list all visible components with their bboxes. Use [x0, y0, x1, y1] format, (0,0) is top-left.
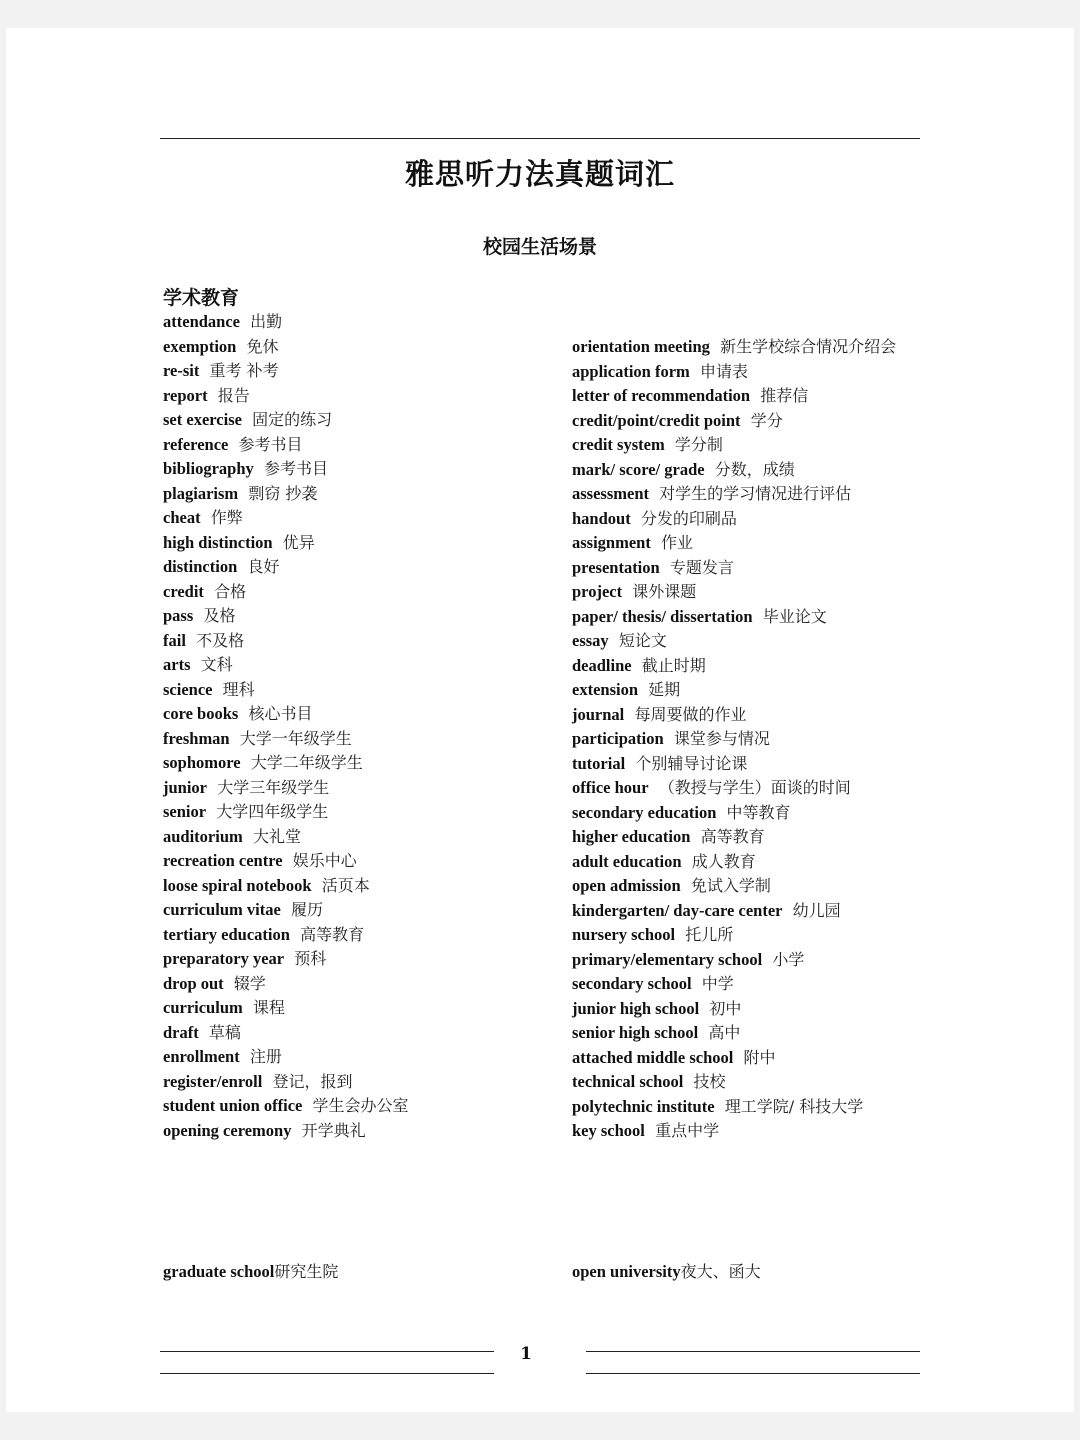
- vocab-entry: [572, 335, 912, 360]
- vocab-entry: [572, 1095, 912, 1120]
- vocab-entry: [163, 849, 543, 874]
- vocab-entry-bottom-left: [163, 1260, 338, 1284]
- entry-english: opening ceremony: [163, 1120, 292, 1140]
- entry-english: open university: [572, 1262, 681, 1281]
- vocab-entry: [572, 531, 912, 556]
- entry-english: tutorial: [572, 753, 626, 773]
- entry-chinese: 每周要做的作业: [634, 704, 747, 724]
- entry-english: attached middle school: [572, 1047, 734, 1067]
- entry-english: re-sit: [163, 361, 200, 380]
- entry-english: presentation: [572, 557, 660, 577]
- vocab-entry: [572, 556, 912, 581]
- entry-english: senior high school: [572, 1023, 699, 1042]
- vocab-entry: [163, 310, 543, 335]
- vocab-list-right: [572, 335, 912, 1144]
- vocab-entry: [572, 654, 912, 679]
- entry-chinese: 分数，成绩: [714, 459, 795, 479]
- entry-chinese: 毕业论文: [762, 606, 827, 626]
- entry-english: nursery school: [572, 925, 676, 944]
- vocab-entry: [163, 457, 543, 482]
- footer-rule: [160, 1373, 494, 1374]
- entry-chinese: 个别辅导讨论课: [635, 753, 748, 773]
- entry-english: application form: [572, 361, 690, 381]
- entry-english: credit system: [572, 435, 665, 454]
- entry-chinese: 作业: [661, 533, 694, 552]
- entry-english: science: [163, 679, 213, 699]
- entry-chinese: 学生会办公室: [312, 1096, 409, 1115]
- entry-chinese: 高中: [708, 1023, 741, 1042]
- entry-english: distinction: [163, 557, 238, 576]
- entry-chinese: 成人教育: [691, 851, 756, 871]
- vocab-entry: [163, 776, 543, 801]
- entry-chinese: 大学四年级学生: [216, 802, 329, 821]
- vocab-entry: [572, 850, 912, 875]
- entry-chinese: 预科: [294, 949, 327, 968]
- entry-english: higher education: [572, 827, 691, 846]
- entry-chinese: 优异: [282, 532, 315, 552]
- vocab-entry: [163, 555, 543, 580]
- entry-english: assessment: [572, 484, 649, 503]
- entry-english: technical school: [572, 1072, 684, 1091]
- entry-english: report: [163, 385, 208, 405]
- entry-english: core books: [163, 704, 239, 723]
- entry-chinese: 初中: [709, 998, 742, 1018]
- vocab-entry: [163, 825, 543, 850]
- entry-chinese: 专题发言: [669, 557, 734, 577]
- entry-english: bibliography: [163, 459, 254, 478]
- vocab-entry: [163, 1094, 543, 1119]
- vocab-entry: [572, 458, 912, 483]
- entry-english: cheat: [163, 508, 201, 527]
- entry-english: mark/ score/ grade: [572, 459, 705, 479]
- entry-chinese: 课程: [252, 998, 285, 1017]
- vocab-entry: [163, 996, 543, 1021]
- entry-english: tertiary education: [163, 924, 290, 944]
- vocab-entry: [572, 605, 912, 630]
- entry-english: key school: [572, 1121, 645, 1140]
- vocab-entry: [163, 874, 543, 899]
- entry-english: credit: [163, 581, 204, 601]
- vocab-entry: [572, 1021, 912, 1046]
- vocab-entry: [163, 580, 543, 605]
- footer-rule: [586, 1351, 920, 1352]
- entry-english: office hour: [572, 778, 649, 797]
- entry-english: enrollment: [163, 1047, 240, 1066]
- entry-chinese: （教授与学生）面谈的时间: [658, 778, 851, 797]
- section-heading: 学术教育: [163, 287, 240, 309]
- entry-english: exemption: [163, 336, 237, 356]
- vocab-entry: [572, 972, 912, 997]
- entry-english: deadline: [572, 655, 632, 675]
- entry-english: orientation meeting: [572, 337, 710, 356]
- entry-english: auditorium: [163, 826, 243, 846]
- entry-chinese: 免试入学制: [690, 876, 771, 895]
- header-rule: [160, 138, 920, 139]
- entry-chinese: 小学: [772, 949, 805, 969]
- entry-chinese: 理科: [222, 679, 255, 699]
- entry-chinese: 申请表: [699, 361, 748, 381]
- entry-chinese: 注册: [249, 1047, 282, 1066]
- entry-english: freshman: [163, 728, 230, 748]
- entry-english: curriculum: [163, 998, 243, 1017]
- entry-chinese: 学分制: [674, 435, 723, 454]
- entry-english: arts: [163, 655, 191, 674]
- entry-chinese: 大学二年级学生: [250, 753, 363, 772]
- entry-chinese: 中学: [701, 974, 734, 993]
- entry-chinese: 大学三年级学生: [217, 777, 330, 797]
- entry-english: graduate school: [163, 1262, 275, 1281]
- vocab-entry: [572, 1046, 912, 1071]
- entry-chinese: 重点中学: [655, 1121, 720, 1140]
- entry-chinese: 开学典礼: [301, 1120, 366, 1140]
- footer-rule: [586, 1373, 920, 1374]
- entry-english: attendance: [163, 312, 240, 331]
- vocab-entry: [572, 776, 912, 801]
- entry-chinese: 娱乐中心: [292, 851, 357, 870]
- entry-english: participation: [572, 729, 664, 748]
- entry-chinese: 分发的印刷品: [640, 508, 737, 528]
- entry-chinese: 大学一年级学生: [239, 728, 352, 748]
- entry-chinese: 夜大、函大: [680, 1262, 761, 1281]
- entry-chinese: 不及格: [196, 630, 245, 650]
- entry-chinese: 参考书目: [263, 459, 328, 478]
- page-title: 雅思听力法真题词汇: [404, 157, 675, 191]
- entry-english: secondary school: [572, 974, 692, 993]
- entry-english: credit/point/credit point: [572, 410, 741, 430]
- entry-english: plagiarism: [163, 483, 239, 503]
- vocab-entry: [163, 482, 543, 507]
- entry-chinese: 辍学: [233, 973, 266, 993]
- entry-english: preparatory year: [163, 949, 285, 968]
- entry-english: senior: [163, 802, 207, 821]
- vocab-entry: [163, 629, 543, 654]
- vocab-entry: [572, 948, 912, 973]
- entry-english: essay: [572, 631, 609, 650]
- entry-english: student union office: [163, 1096, 303, 1115]
- entry-chinese: 技校: [693, 1072, 726, 1091]
- vocab-entry: [163, 604, 543, 629]
- vocab-entry: [163, 408, 543, 433]
- vocab-entry: [572, 825, 912, 850]
- entry-chinese: 出勤: [250, 312, 283, 331]
- entry-chinese: 课堂参与情况: [673, 729, 770, 748]
- entry-english: set exercise: [163, 410, 242, 429]
- entry-english: sophomore: [163, 753, 241, 772]
- entry-chinese: 推荐信: [760, 386, 809, 405]
- vocab-entry: [572, 923, 912, 948]
- vocab-entry: [163, 1021, 543, 1046]
- vocab-entry: [572, 360, 912, 385]
- entry-english: fail: [163, 630, 186, 650]
- entry-chinese: 合格: [214, 581, 247, 601]
- entry-chinese: 新生学校综合情况介绍会: [720, 337, 897, 356]
- entry-english: pass: [163, 606, 194, 625]
- entry-chinese: 文科: [200, 655, 233, 674]
- entry-chinese: 对学生的学习情况进行评估: [659, 484, 852, 503]
- vocab-entry: [572, 507, 912, 532]
- entry-english: assignment: [572, 533, 651, 552]
- vocab-entry: [163, 1070, 543, 1095]
- entry-english: handout: [572, 508, 631, 528]
- entry-english: polytechnic institute: [572, 1096, 715, 1116]
- page-number: 1: [520, 1344, 532, 1364]
- vocab-entry: [572, 580, 912, 605]
- vocab-entry: [572, 874, 912, 899]
- vocab-entry: [572, 1070, 912, 1095]
- entry-chinese: 幼儿园: [792, 900, 841, 920]
- vocab-entry: [163, 1045, 543, 1070]
- vocab-entry-bottom-right: [572, 1260, 761, 1284]
- footer-rule: [160, 1351, 494, 1352]
- entry-english: paper/ thesis/ dissertation: [572, 606, 753, 626]
- entry-chinese: 延期: [648, 680, 681, 699]
- entry-chinese: 登记，报到: [272, 1071, 353, 1091]
- entry-english: adult education: [572, 851, 682, 871]
- vocab-entry: [163, 800, 543, 825]
- vocab-entry: [572, 384, 912, 409]
- entry-chinese: 高等教育: [300, 924, 365, 944]
- vocab-entry: [163, 359, 543, 384]
- vocab-entry: [572, 409, 912, 434]
- entry-chinese: 高等教育: [700, 827, 765, 846]
- vocab-entry: [163, 727, 543, 752]
- entry-chinese: 重考 补考: [209, 361, 279, 380]
- entry-english: letter of recommendation: [572, 386, 751, 405]
- vocab-entry: [163, 923, 543, 948]
- vocab-entry: [572, 727, 912, 752]
- entry-english: secondary education: [572, 802, 717, 822]
- entry-chinese: 大礼堂: [252, 826, 301, 846]
- vocab-entry: [572, 703, 912, 728]
- vocab-entry: [572, 482, 912, 507]
- vocab-entry: [572, 997, 912, 1022]
- vocab-entry: [163, 384, 543, 409]
- vocab-entry: [572, 629, 912, 654]
- vocab-entry: [163, 335, 543, 360]
- entry-english: high distinction: [163, 532, 273, 552]
- entry-english: primary/elementary school: [572, 949, 763, 969]
- vocab-list-left: [163, 310, 543, 1143]
- entry-chinese: 草稿: [208, 1022, 241, 1042]
- entry-english: loose spiral notebook: [163, 875, 312, 895]
- vocab-entry: [572, 752, 912, 777]
- vocab-entry: [163, 678, 543, 703]
- vocab-entry: [572, 801, 912, 826]
- vocab-entry: [163, 506, 543, 531]
- vocab-entry: [163, 433, 543, 458]
- vocab-entry: [572, 433, 912, 458]
- entry-chinese: 核心书目: [248, 704, 313, 723]
- entry-english: project: [572, 582, 623, 601]
- entry-english: journal: [572, 704, 625, 724]
- entry-chinese: 及格: [203, 606, 236, 625]
- entry-english: recreation centre: [163, 851, 283, 870]
- page-subtitle: 校园生活场景: [482, 236, 597, 258]
- entry-chinese: 固定的练习: [252, 410, 333, 429]
- vocab-entry: [572, 899, 912, 924]
- entry-chinese: 附中: [743, 1047, 776, 1067]
- entry-english: drop out: [163, 973, 224, 993]
- entry-chinese: 作弊: [210, 508, 243, 527]
- entry-chinese: 履历: [290, 900, 323, 919]
- vocab-entry: [163, 531, 543, 556]
- entry-chinese: 学分: [750, 410, 783, 430]
- entry-chinese: 研究生院: [274, 1262, 339, 1281]
- vocab-entry: [163, 653, 543, 678]
- entry-english: kindergarten/ day-care center: [572, 900, 783, 920]
- entry-chinese: 课外课题: [632, 582, 697, 601]
- entry-english: register/enroll: [163, 1071, 263, 1091]
- vocab-entry: [572, 1119, 912, 1144]
- entry-english: open admission: [572, 876, 681, 895]
- vocab-entry: [163, 702, 543, 727]
- entry-chinese: 短论文: [618, 631, 667, 650]
- vocab-entry: [572, 678, 912, 703]
- vocab-entry: [163, 751, 543, 776]
- entry-chinese: 剽窃 抄袭: [248, 483, 318, 503]
- vocab-entry: [163, 947, 543, 972]
- entry-chinese: 报告: [217, 385, 250, 405]
- entry-chinese: 托儿所: [685, 925, 734, 944]
- vocab-entry: [163, 898, 543, 923]
- entry-english: draft: [163, 1022, 199, 1042]
- entry-chinese: 中等教育: [726, 802, 791, 822]
- entry-chinese: 参考书目: [238, 434, 303, 454]
- vocab-entry: [163, 1119, 543, 1144]
- entry-english: junior: [163, 777, 208, 797]
- entry-english: junior high school: [572, 998, 700, 1018]
- entry-english: extension: [572, 680, 638, 699]
- vocab-entry: [163, 972, 543, 997]
- entry-chinese: 免休: [246, 336, 279, 356]
- entry-chinese: 良好: [247, 557, 280, 576]
- entry-chinese: 理工学院/ 科技大学: [724, 1096, 864, 1116]
- entry-english: reference: [163, 434, 229, 454]
- entry-english: curriculum vitae: [163, 900, 281, 919]
- entry-chinese: 截止时期: [641, 655, 706, 675]
- entry-chinese: 活页本: [321, 875, 370, 895]
